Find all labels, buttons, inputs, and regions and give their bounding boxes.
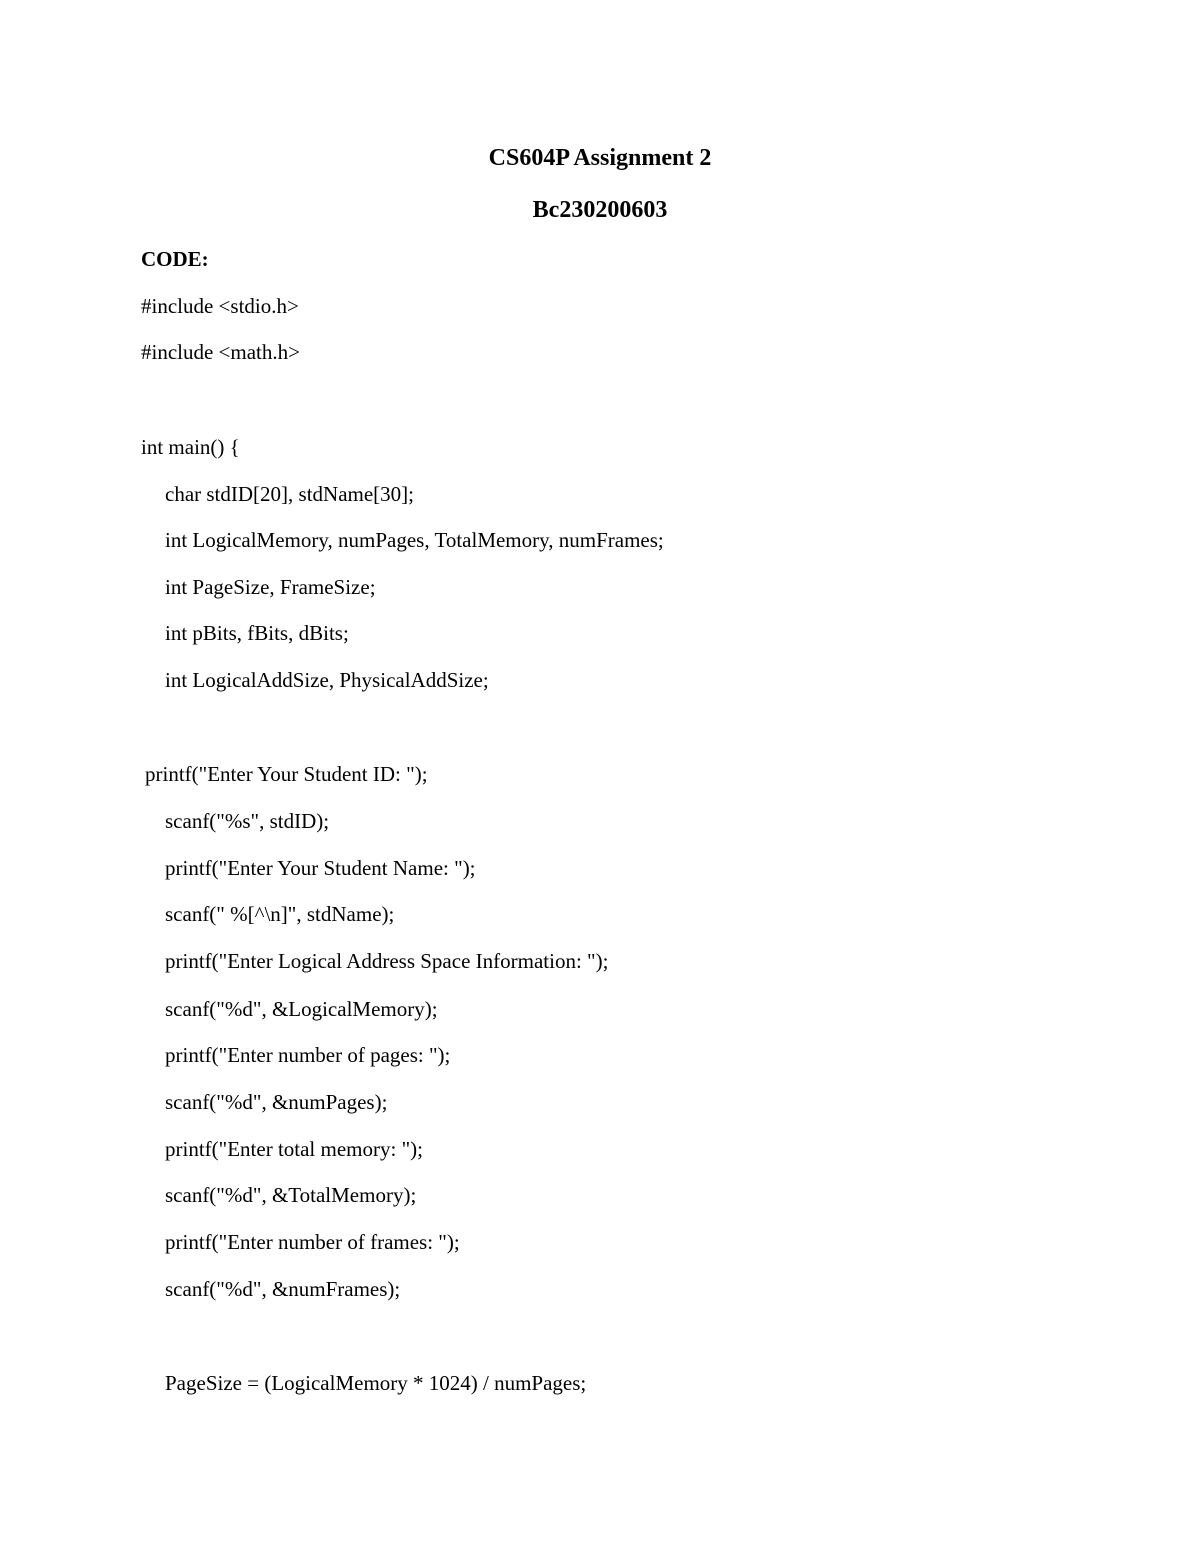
code-line: printf("Enter number of frames: "); bbox=[165, 1230, 460, 1254]
code-line: printf("Enter Your Student ID: "); bbox=[145, 762, 428, 786]
code-line: int LogicalAddSize, PhysicalAddSize; bbox=[165, 668, 489, 692]
code-line: int PageSize, FrameSize; bbox=[165, 575, 376, 599]
code-line: scanf(" %[^\n]", stdName); bbox=[165, 902, 395, 926]
code-line: printf("Enter number of pages: "); bbox=[165, 1043, 451, 1067]
code-line: int main() { bbox=[141, 435, 240, 459]
document-title: CS604P Assignment 2 bbox=[488, 145, 712, 171]
code-line: #include <math.h> bbox=[141, 340, 300, 364]
code-line: printf("Enter total memory: "); bbox=[165, 1137, 423, 1161]
code-line: scanf("%d", &numFrames); bbox=[165, 1277, 401, 1301]
code-line: #include <stdio.h> bbox=[141, 294, 299, 318]
code-line: printf("Enter Your Student Name: "); bbox=[165, 856, 476, 880]
code-line: printf("Enter Logical Address Space Information: "); bbox=[165, 949, 609, 973]
code-section-label: CODE: bbox=[141, 247, 209, 271]
code-line: scanf("%d", &numPages); bbox=[165, 1090, 388, 1114]
code-line: int LogicalMemory, numPages, TotalMemory, numFrames; bbox=[165, 528, 664, 552]
code-line: scanf("%s", stdID); bbox=[165, 809, 330, 833]
code-line: scanf("%d", &LogicalMemory); bbox=[165, 997, 438, 1021]
code-line: int pBits, fBits, dBits; bbox=[165, 621, 349, 645]
code-line: scanf("%d", &TotalMemory); bbox=[165, 1183, 417, 1207]
code-line: char stdID[20], stdName[30]; bbox=[165, 482, 415, 506]
student-id-heading: Bc230200603 bbox=[532, 197, 668, 223]
code-line: PageSize = (LogicalMemory * 1024) / numPages; bbox=[165, 1371, 587, 1395]
